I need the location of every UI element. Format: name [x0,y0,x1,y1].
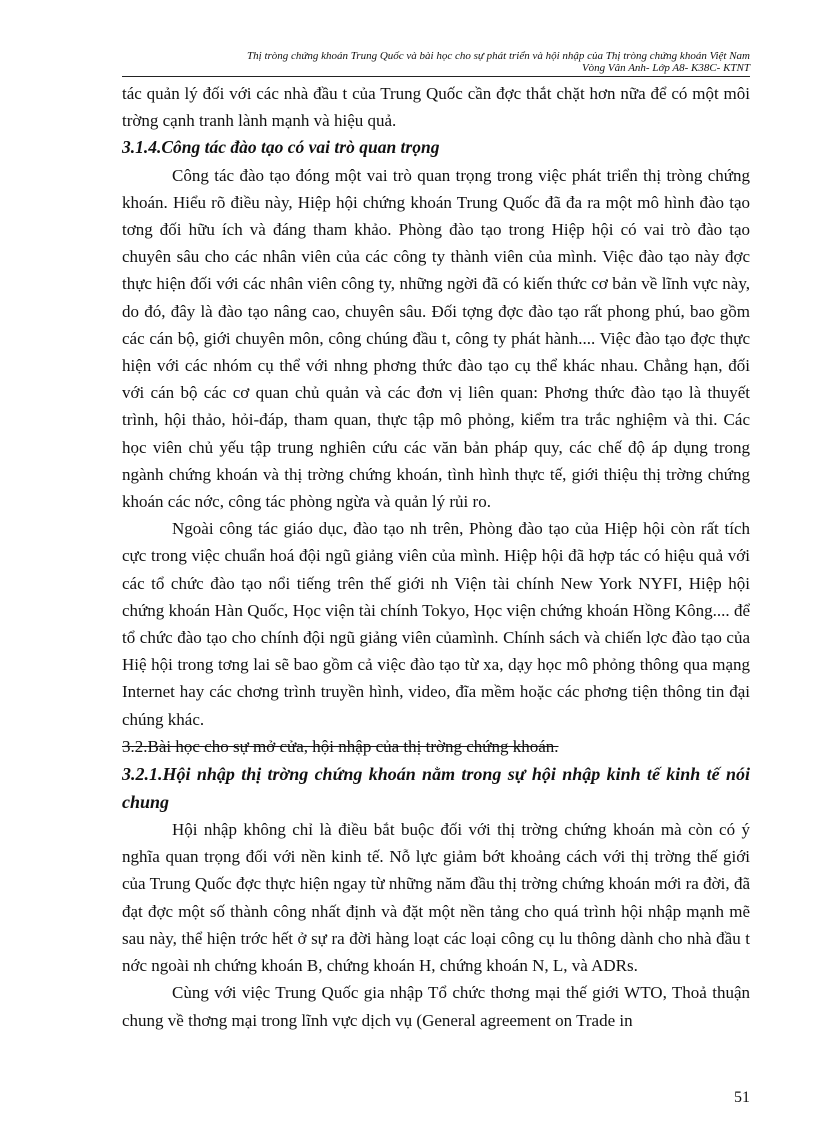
paragraph-wto: Cùng với việc Trung Quốc gia nhập Tổ chức thơng mại thế giới WTO, Thoả thuận chung về thơng mại trong lĩnh vực dịch vụ (General agreement on Trade in [122,983,750,1030]
paragraph-lecturers: Ngoài công tác giáo dục, đào tạo nh trên, Phòng đào tạo của Hiệp hội còn rất tích cực trong việc chuẩn hoá đội ngũ giảng viên của mình. Hiệp hội đã hợp tác có hiệu quả với các tổ chức đào tạo nổi tiếng trên thế giới nh Viện tài chính New York NYFI, Hiệp hội chứng khoán Hàn Quốc, Học viện tài chính Tokyo, Học viện chứng khoán Hồng Kông.... để tổ chức đào tạo cho chính đội ngũ giảng viên củamình. Chính sách và chiến lợc đào tạo của Hiệ hội trong tơng lai sẽ bao gồm cả việc đào tạo từ xa, dạy học mô phỏng thông qua mạng Internet hay các chơng trình truyền hình, video, đĩa mềm hoặc các phơng tiện thông tin đại chúng khác. [122,519,750,729]
header-title: Thị tròng chứng khoán Trung Quốc và bài học cho sự phát triển và hội nhập của Thị tròng chứng khoán Việt Nam [247,50,750,62]
subsection-heading-3-1-4: 3.1.4.Công tác đào tạo có vai trò quan trọng [122,137,440,158]
header-author: Vòng Vân Anh- Lớp A8- K38C- KTNT [581,62,750,74]
section-heading-3-2: 3.2.Bài học cho sự mở cửa, hội nhập của thị trờng chứng khoán. [122,736,559,756]
paragraph-continuation: tác quản lý đối với các nhà đầu t của Trung Quốc cần đợc thắt chặt hơn nữa để có một môi trờng cạnh tranh lành mạnh và hiệu quả. [122,84,750,131]
page-number: 51 [734,1089,750,1106]
paragraph-training: Công tác đào tạo đóng một vai trò quan trọng trong việc phát triển thị tròng chứng khoán. Hiểu rõ điều này, Hiệp hội chứng khoán Trung Quốc đã đa ra một mô hình đào tạo tơng đối hữu ích và đáng tham khảo. Phòng đào tạo trong Hiệp hội có vai trò đào tạo chuyên sâu cho các nhân viên của các công ty thành viên của mình. Việc đào tạo này đợc thực hiện đối với các nhân viên công ty, những ngời đã có kiến thức cơ bản về lĩnh vực này, do đó, đây là đào tạo nâng cao, chuyên sâu. Đối tợng đợc đào tạo rất phong phú, bao gồm các cán bộ, giới chuyên môn, công chúng đầu t, công ty phát hành.... Việc đào tạo đợc thực hiện với các nhóm cụ thể với nhng phơng thức đào tạo cụ thể khác nhau. Chẳng hạn, đối với cán bộ các cơ quan chủ quản và các đơn vị liên quan: Phơng thức đào tạo là thuyết trình, hội thảo, hỏi-đáp, tham quan, thực tập mô phỏng, kiểm tra trắc nghiệm và thi. Các học viên chủ yếu tập trung nghiên cứu các văn bản pháp quy, các chế độ áp dụng trong ngành chứng khoán và thị trờng chứng khoán, tình hình thực tế, giới thiệu thị trờng chứng khoán các nớc, công tác phòng ngừa và quản lý rủi ro. [122,165,750,512]
running-header [122,50,750,74]
header-divider [122,76,750,77]
paragraph-integration: Hội nhập không chỉ là điều bắt buộc đối với thị trờng chứng khoán mà còn có ý nghĩa quan trọng đối với nền kinh tế. Nỗ lực giảm bớt khoảng cách với thị trờng thế giới của Trung Quốc đợc thực hiện ngay từ những năm đầu thị trờng chứng khoán mới ra đời, đã đạt đợc một số thành công nhất định và đặt một nền tảng cho quá trình hội nhập mạnh mẽ sau này, thể hiện trớc hết ở sự ra đời hàng loạt các loại công cụ lu thông dành cho nhà đầu t nớc ngoài nh chứng khoán B, chứng khoán H, chứng khoán N, L, và ADRs. [122,820,750,976]
page-body [122,80,750,1034]
subsection-heading-3-2-1: 3.2.1.Hội nhập thị trờng chứng khoán nằm trong sự hội nhập kinh tế kinh tế nói chung [122,764,750,813]
